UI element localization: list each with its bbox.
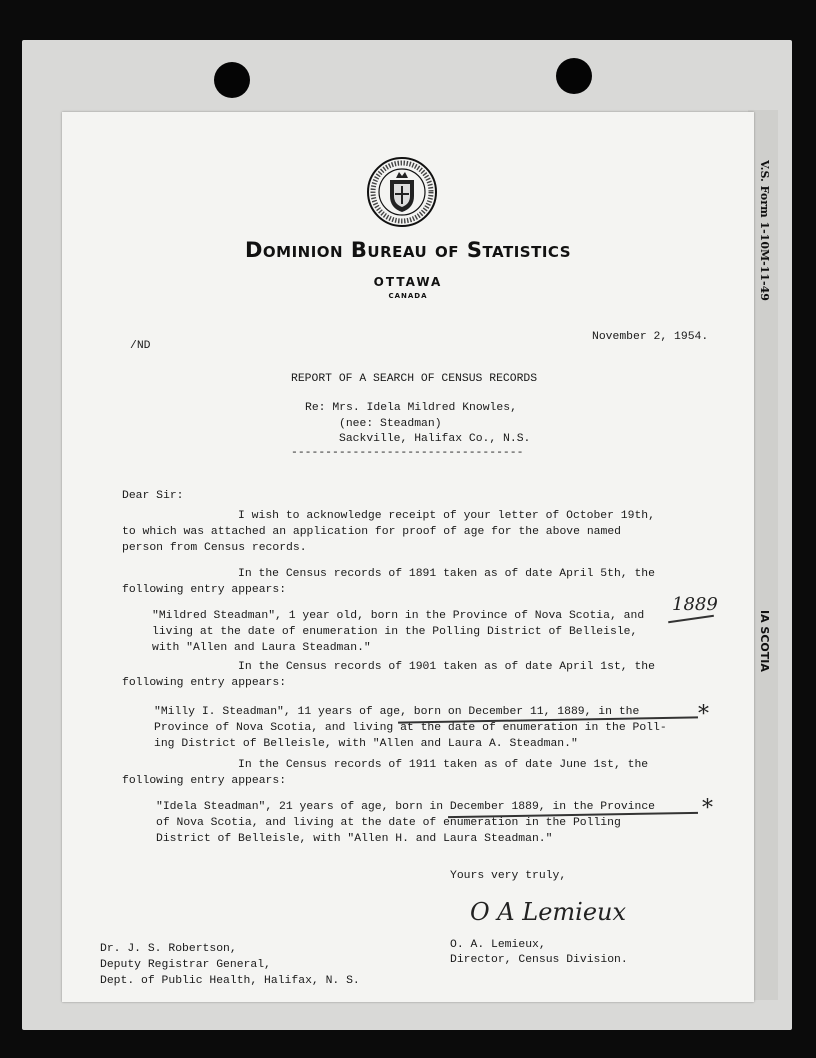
punch-hole-right: [556, 58, 592, 94]
intro-line: person from Census records.: [122, 542, 307, 554]
intro-line: to which was attached an application for proof of age for the above named: [122, 526, 621, 538]
salutation: Dear Sir:: [122, 490, 184, 502]
letter-date: November 2, 1954.: [592, 331, 709, 343]
crest-seal-icon: [366, 156, 438, 228]
signature: O A Lemieux: [470, 898, 627, 926]
recipient-line: Dr. J. S. Robertson,: [100, 943, 237, 955]
asterisk-annotation: *: [698, 702, 709, 727]
census-1901-entry: "Milly I. Steadman", 11 years of age, born on December 11, 1889, in the: [154, 706, 640, 718]
report-heading: REPORT OF A SEARCH OF CENSUS RECORDS: [291, 373, 538, 385]
census-1911-entry: "Idela Steadman", 21 years of age, born in December 1889, in the Province: [156, 801, 655, 813]
recipient-line: Dept. of Public Health, Halifax, N. S.: [100, 975, 360, 987]
census-1911-entry: of Nova Scotia, and living at the date of enumeration in the Polling: [156, 817, 621, 829]
signer-name: O. A. Lemieux,: [450, 939, 546, 951]
re-line: (nee: Steadman): [339, 418, 442, 430]
census-1891-intro: following entry appears:: [122, 584, 287, 596]
letterhead-country: CANADA: [388, 292, 428, 300]
census-1901-entry: Province of Nova Scotia, and living at the date of enumeration in the Poll-: [154, 722, 667, 734]
province-side-text: IA SCOTIA: [758, 610, 771, 672]
census-1911-intro: In the Census records of 1911 taken as of date June 1st, the: [238, 759, 649, 771]
closing: Yours very truly,: [450, 870, 567, 882]
census-1891-entry: "Mildred Steadman", 1 year old, born in the Province of Nova Scotia, and: [152, 610, 645, 622]
signer-title: Director, Census Division.: [450, 954, 628, 966]
census-1891-intro: In the Census records of 1891 taken as of date April 5th, the: [238, 568, 655, 580]
census-1901-entry: ing District of Belleisle, with "Allen and Laura A. Steadman.": [154, 738, 578, 750]
punch-hole-left: [214, 62, 250, 98]
census-1891-entry: with "Allen and Laura Steadman.": [152, 642, 371, 654]
margin-year-underline: [668, 615, 714, 623]
census-1911-intro: following entry appears:: [122, 775, 287, 787]
re-line: Re: Mrs. Idela Mildred Knowles,: [305, 402, 517, 414]
census-1901-intro: following entry appears:: [122, 677, 287, 689]
letterhead-city: OTTAWA: [373, 275, 443, 289]
recipient-line: Deputy Registrar General,: [100, 959, 271, 971]
intro-line: I wish to acknowledge receipt of your letter of October 19th,: [238, 510, 655, 522]
organization-name: Dominion Bureau of Statistics: [244, 238, 572, 262]
letter-sheet: [62, 112, 754, 1002]
reference-code: /ND: [130, 340, 151, 352]
census-1911-entry: District of Belleisle, with "Allen H. and Laura Steadman.": [156, 833, 553, 845]
census-1891-entry: living at the date of enumeration in the Polling District of Belleisle,: [152, 626, 638, 638]
form-code: V.S. Form 1-10M-11-49: [758, 160, 771, 301]
margin-year-annotation: 1889: [672, 594, 718, 615]
re-line: Sackville, Halifax Co., N.S.: [339, 433, 531, 445]
census-1901-intro: In the Census records of 1901 taken as of date April 1st, the: [238, 661, 655, 673]
asterisk-annotation: *: [702, 796, 713, 821]
separator-line: ----------------------------------: [291, 447, 524, 459]
